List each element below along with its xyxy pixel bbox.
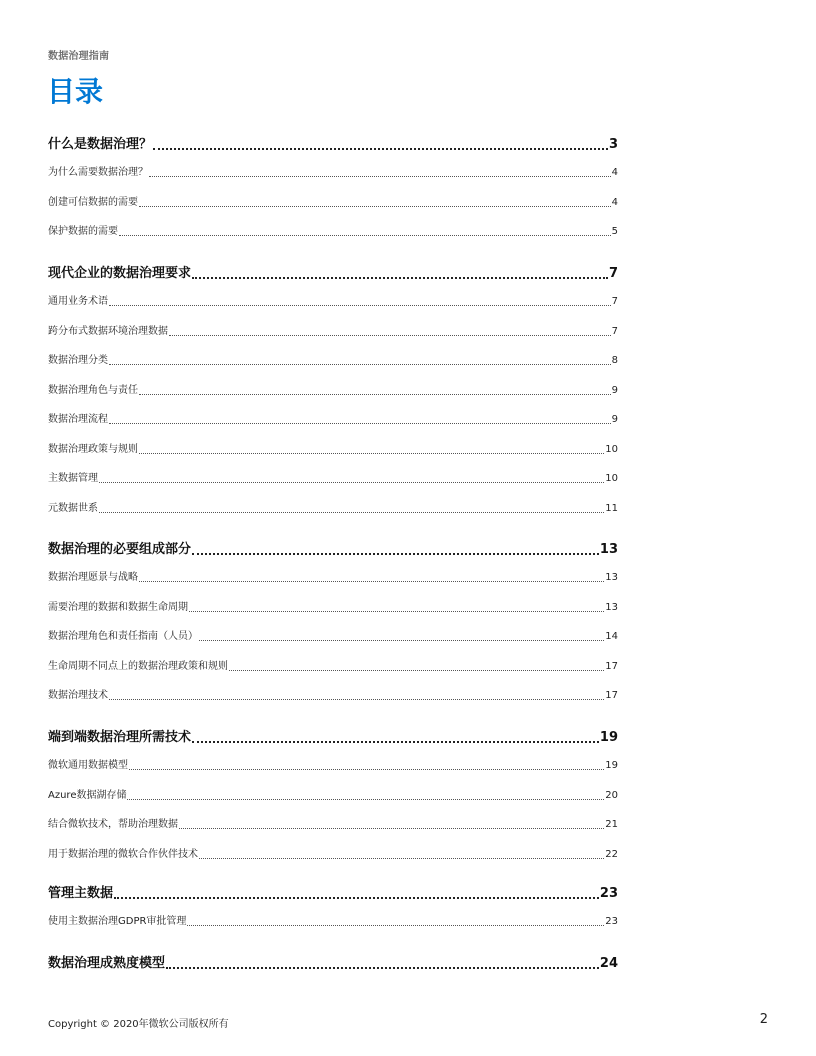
- toc-entry-title: 微软通用数据模型: [48, 760, 128, 771]
- toc-entry-title: 元数据世系: [48, 502, 98, 514]
- toc-section-entry[interactable]: [48, 885, 618, 903]
- toc-entry-page-number: 13: [605, 601, 618, 613]
- toc-section-entry[interactable]: [48, 955, 618, 973]
- dot-leader: [139, 206, 611, 207]
- dot-leader: [99, 512, 604, 513]
- toc-section-entry[interactable]: [48, 265, 618, 283]
- toc-entry-title: 用于数据治理的微软合作伙伴技术: [48, 848, 198, 860]
- toc-subsection-entry[interactable]: [48, 759, 618, 773]
- toc-entry-title: 数据治理政策与规则: [48, 443, 138, 455]
- toc-entry-page-number: 13: [599, 542, 618, 557]
- toc-subsection-entry[interactable]: [48, 225, 618, 239]
- dot-leader: [229, 670, 604, 671]
- dot-leader: [109, 305, 611, 306]
- toc-subsection-entry[interactable]: [48, 196, 618, 210]
- toc-entry-page-number: 5: [611, 226, 618, 237]
- toc-entry-page-number: 7: [611, 325, 618, 337]
- dot-leader: [139, 581, 604, 582]
- toc-entry-title: 数据治理愿景与战略: [48, 572, 138, 583]
- toc-subsection-entry[interactable]: [48, 295, 618, 309]
- toc-entry-title: 管理主数据: [48, 886, 114, 901]
- toc-entry-title: 数据治理成熟度模型: [48, 956, 166, 971]
- toc-subsection-entry[interactable]: [48, 354, 618, 368]
- toc-subsection-entry[interactable]: [48, 166, 618, 180]
- dot-leader: [169, 335, 611, 336]
- dot-leader: [149, 176, 611, 177]
- toc-subsection-entry[interactable]: [48, 502, 618, 516]
- dot-leader: [192, 277, 608, 279]
- toc-subsection-entry[interactable]: [48, 818, 618, 832]
- toc-entry-page-number: 9: [611, 384, 618, 396]
- page-title: 目录: [47, 75, 104, 108]
- toc-entry-page-number: 14: [605, 631, 618, 642]
- toc-entry-title: 生命周期不同点上的数据治理政策和规则: [48, 660, 228, 672]
- dot-leader: [189, 611, 604, 612]
- toc-subsection-entry[interactable]: [48, 848, 618, 862]
- toc-entry-page-number: 9: [611, 414, 618, 425]
- toc-entry-page-number: 19: [605, 760, 618, 771]
- dot-leader: [109, 364, 611, 365]
- toc-entry-title: 保护数据的需要: [48, 226, 118, 237]
- dot-leader: [192, 553, 599, 555]
- toc-entry-title: 主数据管理: [48, 473, 98, 484]
- footer-page-number: 2: [759, 1012, 768, 1027]
- toc-subsection-entry[interactable]: [48, 571, 618, 585]
- dot-leader: [109, 423, 611, 424]
- toc-subsection-entry[interactable]: [48, 384, 618, 398]
- footer-copyright: Copyright © 2020年微软公司版权所有: [48, 1019, 229, 1030]
- toc-entry-page-number: 4: [611, 167, 618, 178]
- toc-subsection-entry[interactable]: [48, 789, 618, 803]
- toc-entry-page-number: 19: [599, 730, 618, 745]
- toc-entry-page-number: 11: [605, 502, 618, 514]
- toc-entry-page-number: 20: [605, 789, 618, 801]
- toc-entry-page-number: 7: [611, 296, 618, 307]
- toc-entry-title: Azure数据湖存储: [48, 789, 127, 801]
- toc-entry-title: 数据治理角色和责任指南（人员）: [48, 631, 198, 642]
- dot-leader: [139, 453, 604, 454]
- toc-entry-page-number: 13: [605, 572, 618, 583]
- toc-entry-page-number: 24: [599, 956, 618, 971]
- toc-entry-title: 现代企业的数据治理要求: [48, 266, 192, 281]
- toc-entry-page-number: 21: [605, 819, 618, 830]
- dot-leader: [99, 482, 604, 483]
- toc-subsection-entry[interactable]: [48, 325, 618, 339]
- toc-entry-page-number: 10: [605, 473, 618, 484]
- dot-leader: [192, 741, 599, 743]
- toc-entry-page-number: 17: [605, 660, 618, 672]
- toc-subsection-entry[interactable]: [48, 630, 618, 644]
- toc-entry-page-number: 7: [608, 266, 618, 281]
- toc-entry-page-number: 10: [605, 443, 618, 455]
- dot-leader: [109, 699, 604, 700]
- dot-leader: [199, 640, 604, 641]
- dot-leader: [119, 235, 611, 236]
- toc-entry-title: 结合微软技术，帮助治理数据: [48, 819, 178, 830]
- toc-section-entry[interactable]: [48, 541, 618, 559]
- toc-entry-title: 通用业务术语: [48, 296, 108, 307]
- toc-subsection-entry[interactable]: [48, 915, 618, 929]
- dot-leader: [199, 858, 604, 859]
- toc-entry-title: 数据治理的必要组成部分: [48, 542, 192, 557]
- toc-entry-title: 端到端数据治理所需技术: [48, 730, 192, 745]
- dot-leader: [127, 799, 604, 800]
- toc-entry-title: 数据治理流程: [48, 414, 108, 425]
- dot-leader: [114, 897, 599, 899]
- dot-leader: [129, 769, 604, 770]
- toc-entry-page-number: 23: [605, 916, 618, 927]
- dot-leader: [187, 925, 604, 926]
- toc-entry-title: 跨分布式数据环境治理数据: [48, 325, 168, 337]
- toc-subsection-entry[interactable]: [48, 689, 618, 703]
- dot-leader: [153, 148, 608, 150]
- dot-leader: [179, 828, 604, 829]
- toc-entry-page-number: 4: [611, 196, 618, 208]
- toc-entry-title: 为什么需要数据治理？: [48, 167, 148, 178]
- toc-subsection-entry[interactable]: [48, 413, 618, 427]
- toc-entry-page-number: 3: [608, 137, 618, 152]
- toc-section-entry[interactable]: [48, 136, 618, 154]
- toc-entry-title: 数据治理技术: [48, 690, 108, 701]
- toc-entry-page-number: 22: [605, 848, 618, 860]
- toc-entry-title: 数据治理角色与责任: [48, 384, 138, 396]
- running-header: 数据治理指南: [48, 51, 110, 62]
- toc-section-entry[interactable]: [48, 729, 618, 747]
- toc-entry-title: 需要治理的数据和数据生命周期: [48, 601, 188, 613]
- toc-entry-title: 数据治理分类: [48, 355, 108, 366]
- dot-leader: [139, 394, 611, 395]
- toc-entry-page-number: 23: [599, 886, 618, 901]
- toc-subsection-entry[interactable]: [48, 443, 618, 457]
- toc-entry-title: 使用主数据治理GDPR审批管理: [48, 916, 187, 927]
- toc-entry-title: 什么是数据治理？: [48, 137, 153, 152]
- toc-subsection-entry[interactable]: [48, 660, 618, 674]
- dot-leader: [166, 967, 599, 969]
- toc-entry-page-number: 17: [605, 690, 618, 701]
- toc-subsection-entry[interactable]: [48, 601, 618, 615]
- toc-entry-title: 创建可信数据的需要: [48, 196, 138, 208]
- toc-subsection-entry[interactable]: [48, 472, 618, 486]
- toc-entry-page-number: 8: [611, 355, 618, 366]
